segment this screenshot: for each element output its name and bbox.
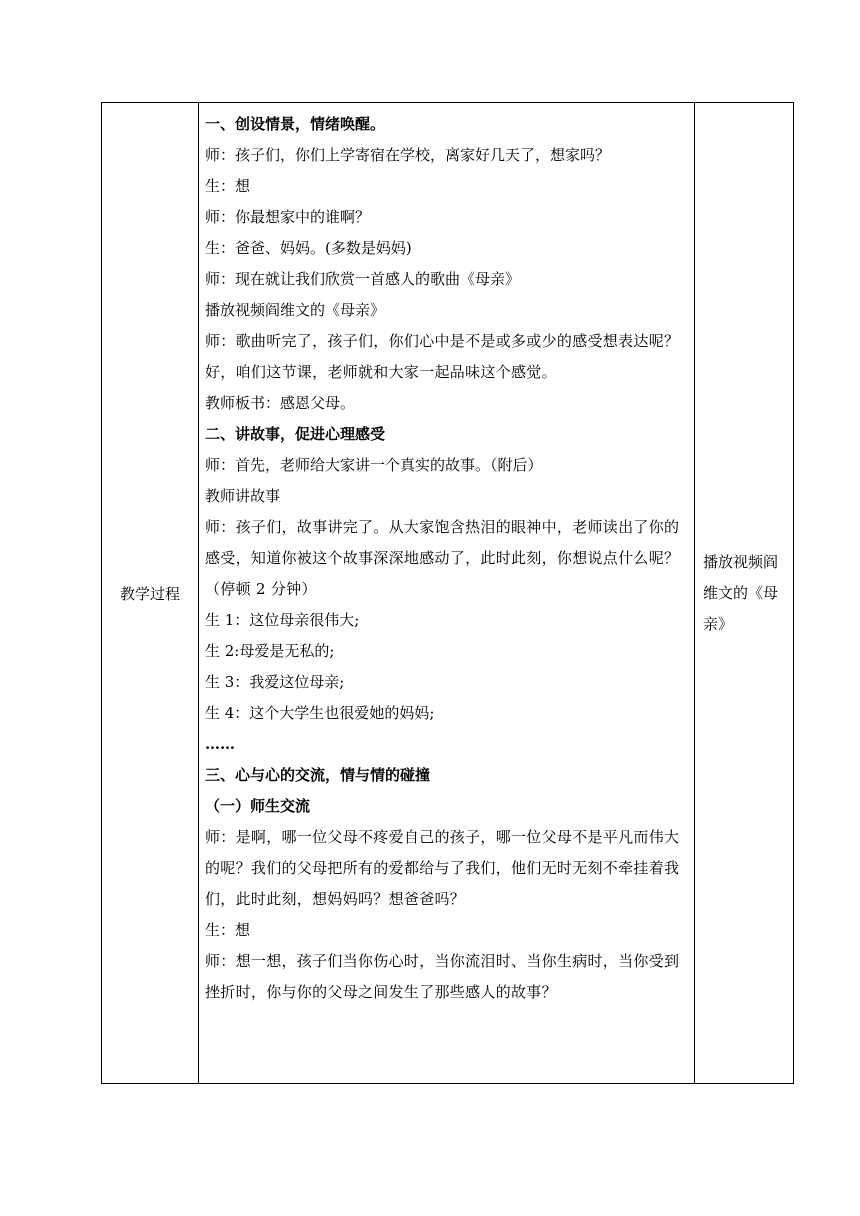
- content-lines: [205, 109, 689, 1008]
- content-cell: [199, 103, 695, 1084]
- content-line: 师：歌曲听完了，孩子们，你们心中是不是或多或少的感受想表达呢？好，咱们这节课，老师就和大家一起品味这个感觉。: [205, 332, 680, 381]
- section-heading: 二、讲故事，促进心理感受: [205, 425, 386, 443]
- section-heading: ……: [205, 735, 235, 753]
- section-heading: （一）师生交流: [205, 797, 311, 815]
- content-line: 生：想: [205, 177, 251, 195]
- table-row: [102, 103, 794, 1084]
- content-line: 师：现在就让我们欣赏一首感人的歌曲《母亲》: [205, 270, 521, 288]
- content-line: 播放视频阎维文的《母亲》: [205, 301, 386, 319]
- note-cell: [695, 103, 794, 1084]
- content-line: 生：爸爸、妈妈。(多数是妈妈): [205, 239, 412, 257]
- row-label-cell: [102, 103, 199, 1084]
- content-line: 生 4：这个大学生也很爱她的妈妈;: [205, 704, 435, 722]
- content-line: 师：首先，老师给大家讲一个真实的故事。（附后）: [205, 456, 543, 474]
- content-line: 教师板书：感恩父母。: [205, 394, 356, 412]
- content-line: 师：你最想家中的谁啊？: [205, 208, 371, 226]
- note-text: 播放视频阎维文的《母亲》: [703, 552, 779, 633]
- content-line: 师：孩子们，你们上学寄宿在学校，离家好几天了，想家吗？: [205, 146, 611, 164]
- content-line: 生 1：这位母亲很伟大;: [205, 611, 360, 629]
- content-line: 师：是啊，哪一位父母不疼爱自己的孩子，哪一位父母不是平凡而伟大的呢？我们的父母把所有的爱都给与了我们，他们无时无刻不牵挂着我们，此时此刻，想妈妈吗？想爸爸吗？: [205, 828, 680, 908]
- content-line: 生 2:母爱是无私的;: [205, 642, 335, 660]
- content-line: 师：孩子们，故事讲完了。从大家饱含热泪的眼神中，老师读出了你的感受，知道你被这个故事深深地感动了，此时此刻，你想说点什么呢？（停顿 2 分钟）: [205, 518, 680, 598]
- lesson-table: [101, 102, 794, 1084]
- content-line: 师：想一想，孩子们当你伤心时，当你流泪时、当你生病时，当你受到挫折时，你与你的父母之间发生了那些感人的故事？: [205, 952, 680, 1001]
- content-line: 生：想: [205, 921, 251, 939]
- content-line: 教师讲故事: [205, 487, 281, 505]
- content-line: 生 3：我爱这位母亲;: [205, 673, 345, 691]
- section-heading: 三、心与心的交流，情与情的碰撞: [205, 766, 431, 784]
- section-heading: 一、创设情景，情绪唤醒。: [205, 115, 386, 133]
- row-label: 教学过程: [119, 584, 180, 603]
